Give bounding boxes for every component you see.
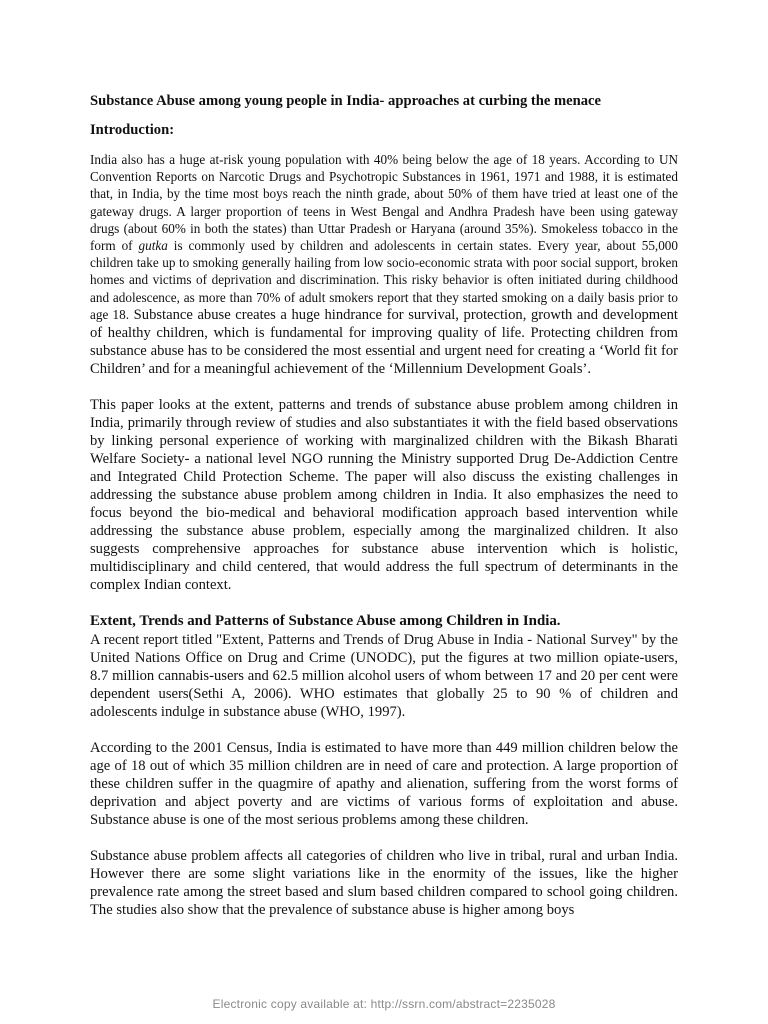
introduction-paragraph-2: This paper looks at the extent, patterns and trends of substance abuse problem among children in India, primarily through review of studies and also substantiates it with the field based observations by linking personal experience of working with marginalized children with the Bikash Bharati Welfare Society- a national level NGO running the Ministry supported Drug De-Addiction Centre and Integrated Child Protection Scheme. The paper will also discuss the existing challenges in addressing the substance abuse problem among children in India. It also emphasizes the need to focus beyond the bio-medical and behavioral modification approach based intervention while addressing the substance abuse problem, especially among the marginalized children. It also suggests comprehensive approaches for substance abuse intervention which is holistic, multidisciplinary and child centered, that would address the full spectrum of determinants in the complex Indian context. (90, 396, 678, 593)
intro-text-part-c: Substance abuse creates a huge hindrance for survival, protection, growth and development of healthy children, which is fundamental for improving quality of life. Protecting children from substance abuse has to be considered the most essential and urgent need for creating a ‘World fit for Children’ and for a meaningful achievement of the ‘Millennium Development Goals’. (90, 306, 678, 377)
intro-italic-term: gutka (138, 238, 168, 254)
paragraph-spacer (90, 829, 678, 847)
paragraph-spacer (90, 721, 678, 739)
section-paragraph-2: According to the 2001 Census, India is estimated to have more than 449 million children below the age of 18 out of which 35 million children are in need of care and protection. A large proportion of these children suffer in the quagmire of apathy and alienation, suffering from the worst forms of deprivation and abject poverty and are victims of various forms of exploitation and abuse. Substance abuse is one of the most serious problems among these children. (90, 739, 678, 828)
paragraph-spacer (90, 594, 678, 612)
intro-text-part-a: India also has a huge at-risk young population with 40% being below the age of 18 years. According to UN Convention Reports on Narcotic Drugs and Psychotropic Substances in 1961, 1971 and 1988, it is estimated that, in India, by the time most boys reach the ninth grade, about 50% of them have tried at least one of the gateway drugs. A larger proportion of teens in West Bengal and Andhra Pradesh have been using gateway drugs (about 60% in both the states) than Uttar Pradesh or Haryana (around 35%). Smokeless tobacco in the form of (90, 152, 678, 254)
introduction-heading: Introduction: (90, 122, 175, 138)
intro-text-part-b: is commonly used by children and adolescents in certain states. Every year, about 55,000 children take up to smoking generally hailing from low socio-economic strata with poor social support, broken homes and victims of deprivation and discrimination. This risky behavior is often initiated during childhood and adolescence, as more than 70% of adult smokers report that they started smoking on a daily basis prior to age 18. (90, 238, 678, 322)
section-heading: Extent, Trends and Patterns of Substance Abuse among Children in India. (90, 612, 561, 629)
document-page (90, 92, 678, 919)
introduction-paragraph-1 (90, 151, 678, 378)
ssrn-footer-link[interactable]: Electronic copy available at: http://ssrn.com/abstract=2235028 (212, 997, 556, 1011)
section-paragraph-3: Substance abuse problem affects all categories of children who live in tribal, rural and urban India. However there are some slight variations like in the enormity of the issues, like the higher prevalence rate among the street based and slum based children compared to school going children. The studies also show that the prevalence of substance abuse is higher among boys (90, 847, 678, 918)
document-title: Substance Abuse among young people in India- approaches at curbing the menace (90, 93, 601, 109)
section-paragraph-1: A recent report titled "Extent, Patterns and Trends of Drug Abuse in India - National Survey" by the United Nations Office on Drug and Crime (UNODC), put the figures at two million opiate-users, 8.7 million cannabis-users and 62.5 million alcohol users of whom between 17 and 20 per cent were dependent users(Sethi A, 2006). WHO estimates that globally 25 to 90 % of children and adolescents indulge in substance abuse (WHO, 1997). (90, 631, 678, 720)
paragraph-spacer (90, 378, 678, 396)
